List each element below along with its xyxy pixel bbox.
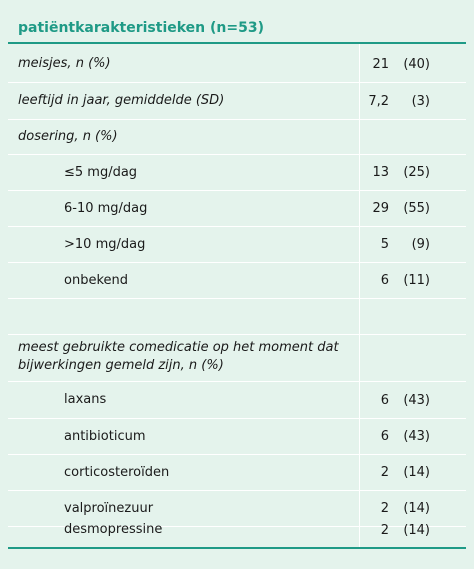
row-percent: (14): [403, 465, 430, 480]
row-percent: (55): [403, 201, 430, 216]
table-row-dose-6-10: [8, 191, 466, 227]
row-count: 2: [380, 465, 389, 480]
row-label: [18, 335, 339, 381]
table-row-antibioticum: [8, 419, 466, 455]
row-label: leeftijd in jaar, gemiddelde (SD): [18, 93, 225, 108]
row-label: valproïnezuur: [64, 500, 154, 516]
row-count: 6: [380, 429, 389, 444]
table-row-dose-le5: [8, 155, 466, 191]
row-count: 5: [380, 237, 389, 252]
row-percent: (14): [403, 501, 430, 516]
row-value: 7,2: [368, 93, 389, 109]
row-percent: (11): [403, 273, 430, 288]
row-label: 6-10 mg/dag: [64, 200, 148, 216]
row-percent: (43): [403, 429, 430, 444]
row-label: >10 mg/dag: [64, 236, 146, 252]
row-count: 2: [380, 501, 389, 516]
row-label-line-2: bijwerkingen gemeld zijn, n (%): [18, 358, 224, 373]
table-row-dose-onbekend: [8, 263, 466, 299]
row-count: 6: [380, 273, 389, 288]
row-label: ≤5 mg/dag: [64, 164, 138, 180]
row-count: 29: [372, 201, 389, 216]
bottom-rule: [8, 547, 466, 549]
table-row-laxans: [8, 382, 466, 419]
table-row-leeftijd: [8, 83, 466, 120]
table-row-dosering-header: [8, 120, 466, 155]
row-percent: (9): [411, 237, 430, 252]
row-percent: (43): [403, 392, 430, 408]
row-count: 13: [372, 165, 389, 180]
row-label: onbekend: [64, 272, 128, 288]
table-row-meisjes: [8, 46, 466, 83]
table-row-desmopressine: [8, 513, 466, 547]
row-label: corticosteroïden: [64, 464, 170, 480]
row-label: meisjes, n (%): [18, 56, 111, 71]
row-count: 2: [380, 522, 389, 538]
row-sd: (3): [411, 93, 430, 109]
row-percent: (14): [403, 522, 430, 538]
row-count: 21: [372, 56, 389, 72]
row-count: 6: [380, 392, 389, 408]
row-label-line-1: meest gebruikte comedicatie op het moment dat: [18, 340, 339, 355]
table-title: patiëntkarakteristieken (n=53): [18, 20, 264, 36]
title-rule: [8, 42, 466, 44]
row-label: laxans: [64, 392, 107, 407]
row-label: antibioticum: [64, 428, 146, 444]
table-row-empty: [8, 299, 466, 335]
row-label: desmopressine: [64, 522, 163, 537]
table-row-corticosteroiden: [8, 455, 466, 491]
table-row-comedicatie-header: [8, 335, 466, 382]
table-row-dose-gt10: [8, 227, 466, 263]
row-percent: (40): [403, 56, 430, 72]
row-label: dosering, n (%): [18, 129, 118, 144]
row-percent: (25): [403, 165, 430, 180]
